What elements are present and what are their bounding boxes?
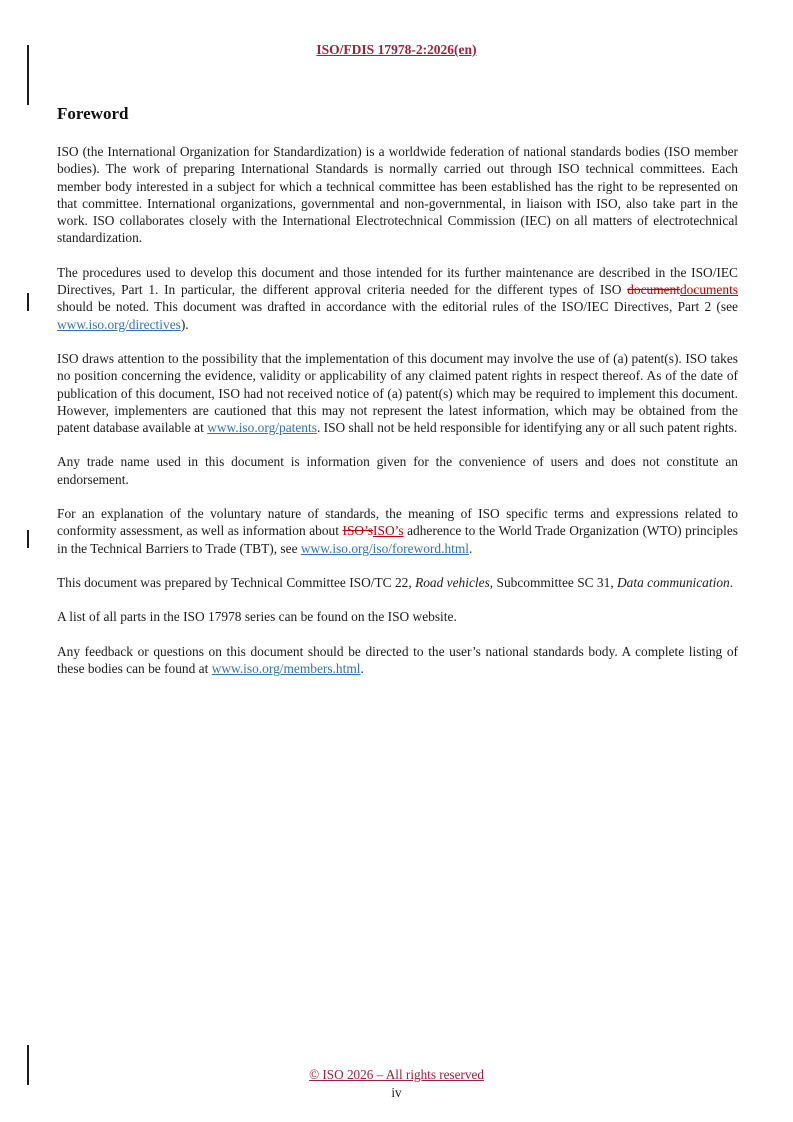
text-run: . bbox=[729, 574, 734, 590]
document-body bbox=[57, 104, 738, 694]
page-number: iv bbox=[391, 1085, 402, 1100]
hyperlink[interactable]: www.iso.org/patents bbox=[207, 420, 317, 436]
text-run: Data communication bbox=[617, 574, 730, 590]
text-run: ). bbox=[180, 316, 189, 332]
text-run: This document was prepared by Technical Committee ISO/TC 22, bbox=[57, 574, 416, 590]
text-run: Road vehicles bbox=[415, 574, 490, 590]
text-run: , Subcommittee SC 31, bbox=[489, 574, 618, 590]
paragraphs bbox=[57, 143, 738, 677]
tracked-insertion: ISO’s bbox=[373, 523, 404, 539]
paragraph bbox=[57, 574, 738, 591]
paragraph bbox=[57, 264, 738, 333]
text-run: A list of all parts in the ISO 17978 series can be found on the ISO website. bbox=[57, 609, 457, 625]
paragraph bbox=[57, 350, 738, 436]
tracked-insertion: documents bbox=[679, 282, 738, 298]
text-run: . bbox=[360, 660, 364, 676]
document-header bbox=[0, 42, 793, 58]
text-run: The procedures used to develop this document and those intended for its further maintenance are described in the ISO/IEC Directives, Part 1. In particular, the different approval criteria needed for the different types of ISO bbox=[57, 264, 738, 298]
text-run: . ISO shall not be held responsible for identifying any or all such patent rights. bbox=[316, 420, 738, 436]
hyperlink[interactable]: www.iso.org/members.html bbox=[211, 660, 361, 676]
text-run: . bbox=[469, 540, 473, 556]
text-run: Any feedback or questions on this document should be directed to the user’s national standards body. A complete listing of these bodies can be found at bbox=[57, 643, 738, 676]
paragraph bbox=[57, 643, 738, 678]
paragraph bbox=[57, 453, 738, 488]
document-reference: ISO/FDIS 17978-2:2026(en) bbox=[316, 42, 477, 57]
text-run: adherence to the World Trade Organization (WTO) principles in the Technical Barriers to Trade (TBT), see bbox=[57, 523, 738, 556]
tracked-deletion: document bbox=[627, 282, 680, 298]
text-run: ISO (the International Organization for Standardization) is a worldwide federation of national standards bodies (ISO member bodies). The work of preparing International Standards is normally carried out through ISO technical committees. Each member body interested in a subject for which a technical committee has been established has the right to be represented on that committee. International organizations, governmental and non-governmental, in liaison with ISO, also take part in the work. ISO collaborates closely with the International Electrotechnical Commission (IEC) on all matters of electrotechnical standardization. bbox=[57, 144, 738, 246]
copyright-notice: © ISO 2026 – All rights reserved bbox=[309, 1067, 484, 1082]
text-run: ISO draws attention to the possibility that the implementation of this document may involve the use of (a) patent(s). ISO takes no position concerning the evidence, validity or applicability of any claimed patent rights in respect thereof. As of the date of publication of this document, ISO had not received notice of (a) patent(s) which may be required to implement this document. However, implementers are cautioned that this may not represent the latest information, which may be obtained from the patent database available at bbox=[57, 350, 738, 436]
change-bar bbox=[27, 530, 29, 548]
change-bar bbox=[27, 293, 29, 311]
hyperlink[interactable]: www.iso.org/iso/foreword.html bbox=[300, 540, 469, 556]
document-footer bbox=[0, 1067, 793, 1101]
text-run: should be noted. This document was drafted in accordance with the editorial rules of the ISO/IEC Directives, Part 2 (see bbox=[57, 299, 738, 315]
hyperlink[interactable]: www.iso.org/directives bbox=[57, 316, 181, 332]
change-bar bbox=[27, 45, 29, 105]
tracked-deletion: ISO’s bbox=[342, 523, 374, 539]
text-run: Any trade name used in this document is information given for the convenience of users and does not constitute an endorsement. bbox=[57, 454, 738, 487]
foreword-heading: Foreword bbox=[57, 104, 129, 123]
paragraph bbox=[57, 608, 738, 625]
paragraph bbox=[57, 505, 738, 557]
text-run: For an explanation of the voluntary nature of standards, the meaning of ISO specific terms and expressions related to conformity assessment, as well as information about bbox=[57, 506, 738, 539]
paragraph bbox=[57, 143, 738, 247]
